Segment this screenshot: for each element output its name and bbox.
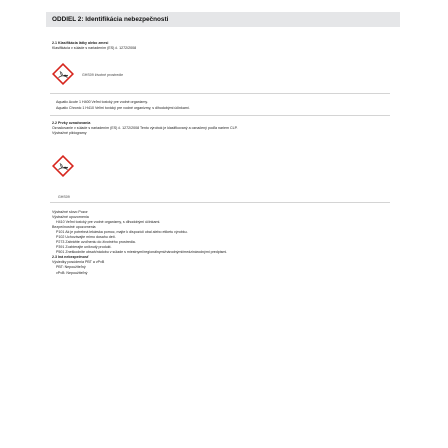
hazard-pictograms-label: Výstražné piktogramy (52, 131, 87, 135)
precautionary-p101: P101 Ak je potrebná lekárska pomoc, majte k dispozícii obal alebo etiketu výrobku. (56, 230, 188, 234)
subsection-heading-2-2: 2.2 Prvky označovania (52, 121, 91, 125)
pbt-assessment-label: Výsledky posúdenia PBT a vPvB (52, 260, 105, 264)
pictogram-label: GHS09 životné prostredie (82, 73, 124, 77)
divider (50, 115, 390, 116)
precautionary-p102: P102 Uchovávajte mimo dosahu detí. (56, 235, 116, 239)
section-title: ODDIEL 2: Identifikácia nebezpečnosti (46, 12, 400, 27)
precautionary-p273: P273 Zabráňte uvoľneniu do životného prostredia. (56, 240, 136, 244)
hazard-statements-label: Výstražné upozornenia (52, 215, 89, 219)
divider (50, 202, 390, 203)
hazard-statement-h410: H410 Veľmi toxický pre vodné organizmy, s dlhodobými účinkami. (56, 220, 161, 224)
divider (50, 93, 390, 94)
vpvb-value: vPvB: Nepoužiteľný (56, 271, 88, 275)
subsection-heading-2-1: 2.1 Klasifikácia látky alebo zmesi (52, 41, 109, 45)
environment-hazard-pictogram-icon (52, 155, 74, 177)
precautionary-p391: P391 Zozbierajte uniknutý produkt. (56, 245, 112, 249)
signal-word: Výstražné slovo Pozor (52, 210, 88, 214)
precautionary-statements-label: Bezpečnostné upozornenia (52, 225, 96, 229)
classification-regulation-label: Klasifikácia v súlade s nariadením (ES) č. 1272/2008 (52, 46, 137, 50)
pictogram-code: GHS09 (58, 195, 70, 199)
precautionary-p501: P501 Zneškodnite obsah/nádobu v súlade s miestnymi/regionálnymi/národnými/medzinárodnými predpismi. (56, 250, 228, 254)
environment-hazard-pictogram-icon (52, 63, 74, 85)
pbt-value: PBT: Nepoužiteľný (56, 265, 86, 269)
labelling-regulation-text: Označovanie v súlade s nariadením (ES) č. 1272/2008 Tento výrobok je klasifikovaný a označený podľa nariem CLP. (52, 126, 238, 130)
subsection-heading-2-3: 2.3 Iná nebezpečnosť (52, 255, 89, 259)
classification-acute: Aquatic Acute 1 H400 Veľmi toxický pre vodné organizmy. (56, 100, 148, 104)
classification-chronic: Aquatic Chronic 1 H410 Veľmi toxický pre vodné organizmy, s dlhodobými účinkami. (56, 106, 190, 110)
